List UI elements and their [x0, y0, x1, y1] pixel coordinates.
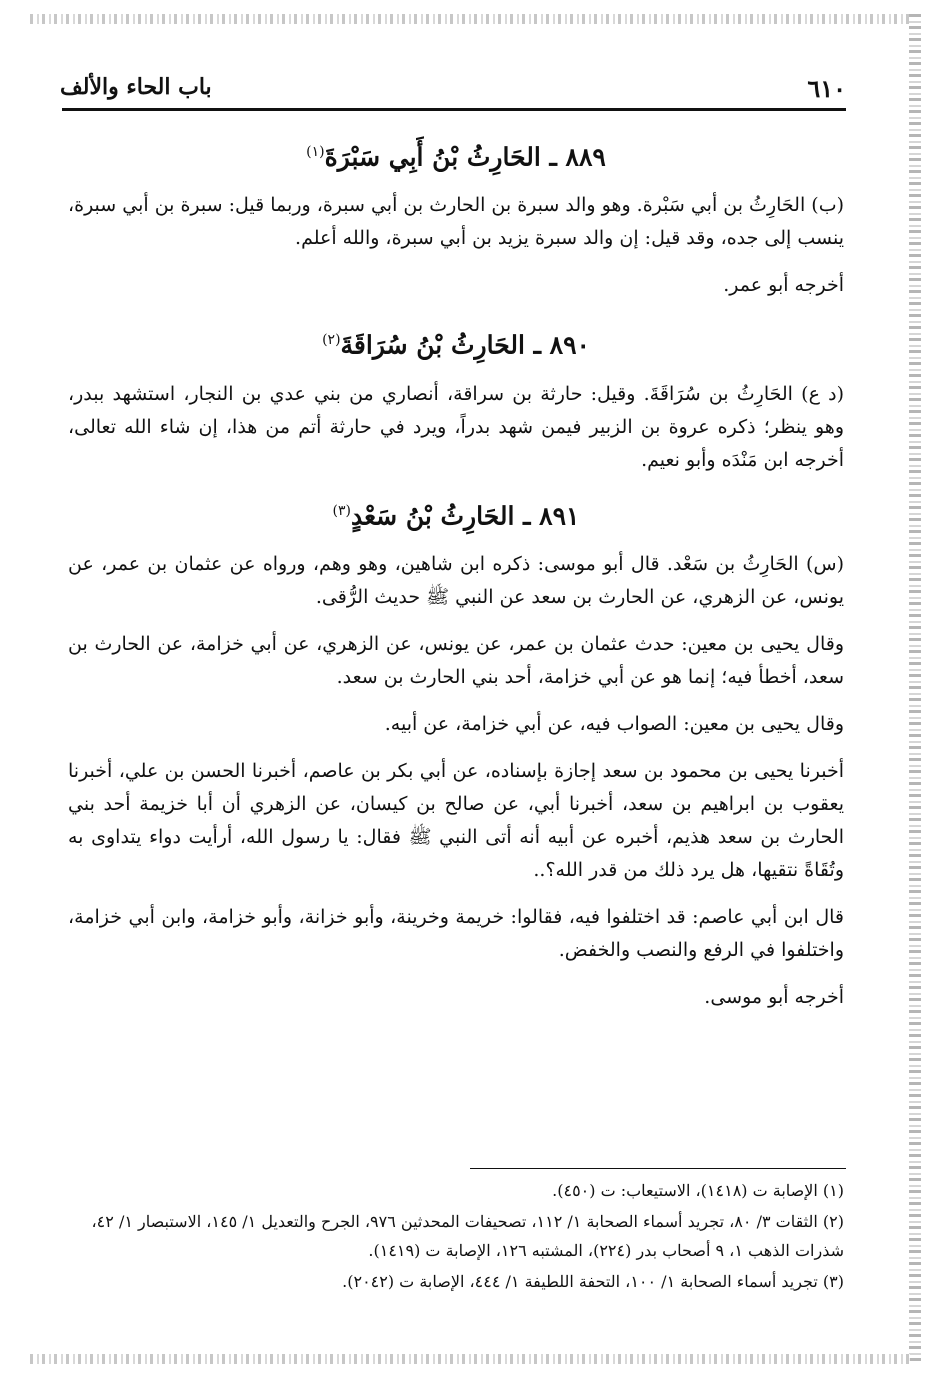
entry-paragraph: (س) الحَارِثُ بن سَعْد. قال أبو موسى: ذكره ابن شاهين، وهو وهم، ورواه عن عثمان بن عمر، عن يونس، عن الزهري، عن الحارث بن سعد عن النبي ﷺ حديث الرُّقى.	[68, 552, 844, 608]
page-number: ٦١٠	[807, 74, 846, 103]
entry-heading-889	[68, 132, 844, 177]
footnote-1: (١) الإصابة ت (١٤١٨)، الاستيعاب: ت (٤٥٠).	[552, 1181, 844, 1200]
footnote-ref: (٣)	[332, 502, 351, 519]
running-title: باب الحاء والألف	[60, 74, 212, 100]
footnote-rule	[470, 1168, 846, 1169]
entry-paragraph: أخبرنا يحيى بن محمود بن سعد إجازة بإسناده، عن أبي بكر بن عاصم، أخبرنا الحسن بن علي، أخبرنا يعقوب بن ابراهيم بن سعد، أخبرنا أبي، عن صالح بن كيسان، عن الزهري أن أبا خزيمة أحد بني الحارث بن سعد هذيم، أخبره عن أبيه أنه أتى النبي ﷺ فقال: يا رسول الله، أرأيت دواء يتداوى به وتُقَاةً نتقيها، هل يرد ذلك من قدر الله؟..	[68, 759, 844, 881]
entry-paragraph: قال ابن أبي عاصم: قد اختلفوا فيه، فقالوا: خريمة وخرينة، وأبو خزانة، وأبو خزامة، وابن أبي خزامة، واختلفوا في الرفع والنصب والخفض.	[68, 905, 844, 961]
entry-paragraph: وقال يحيى بن معين: حدث عثمان بن عمر، عن يونس، عن الزهري، عن أبي خزامة، عن الحارث بن سعد، أخطأ فيه؛ إنما هو عن أبي خزامة، أحد بني الحارث بن سعد.	[68, 632, 844, 688]
footnote-3: (٣) تجريد أسماء الصحابة ١/ ١٠٠، التحفة اللطيفة ١/ ٤٤٤، الإصابة ت (٢٠٤٢).	[342, 1272, 844, 1291]
decorative-border-top	[30, 14, 910, 24]
entry-paragraph: أخرجه أبو عمر.	[723, 274, 844, 297]
header-rule	[62, 108, 846, 111]
entry-heading-891	[68, 491, 844, 536]
entry-paragraph: أخرجه أبو موسى.	[704, 985, 844, 1008]
decorative-border-right	[909, 14, 921, 1364]
footnote-ref: (٢)	[322, 332, 341, 349]
footnote-ref: (١)	[306, 144, 325, 160]
entry-title: ٨٩٠ ـ الحَارِثُ بْنُ سُرَاقَةَ	[340, 330, 590, 360]
entry-title: ٨٨٩ ـ الحَارِثُ بْنُ أَبِي سَبْرَةَ	[324, 142, 606, 172]
footnotes	[68, 1176, 844, 1298]
entry-paragraph: (د ع) الحَارِثُ بن سُرَاقَةَ. وقيل: حارثة بن سراقة، أنصاري من بني عدي بن النجار، استشهد ببدر، وهو ينظر؛ ذكره عروة بن الزبير فيمن شهد بدراً، ويرد في حارثة أتم من هذا، إن شاء الله تعالى، أخرجه ابن مَنْدَه وأبو نعيم.	[68, 382, 844, 471]
page-header	[60, 70, 846, 108]
main-text	[68, 118, 844, 1032]
entry-paragraph: وقال يحيى بن معين: الصواب فيه، عن أبي خزامة، عن أبيه.	[384, 712, 844, 735]
decorative-border-bottom	[30, 1354, 910, 1364]
footnote-2: (٢) الثقات ٣/ ٨٠، تجريد أسماء الصحابة ١/ ١١٢، تصحيفات المحدثين ٩٧٦، الجرح والتعديل ١/ ١٤٥، الاستبصار ١/ ٤٢، شذرات الذهب ١، ٩ أصحاب بدر (٢٢٤)، المشتبه ١٢٦، الإصابة ت (١٤١٩).	[91, 1212, 844, 1260]
entry-title: ٨٩١ ـ الحَارِثُ بْنُ سَعْدٍ	[350, 500, 580, 530]
entry-heading-890	[68, 320, 844, 365]
entry-paragraph: (ب) الحَارِثُ بن أبي سَبْرة. وهو والد سبرة بن الحارث بن أبي سبرة، وربما قيل: سبرة بن أبي سبرة، ينسب إلى جده، وقد قيل: إن والد سبرة يزيد بن أبي سبرة، والله أعلم.	[67, 194, 844, 250]
